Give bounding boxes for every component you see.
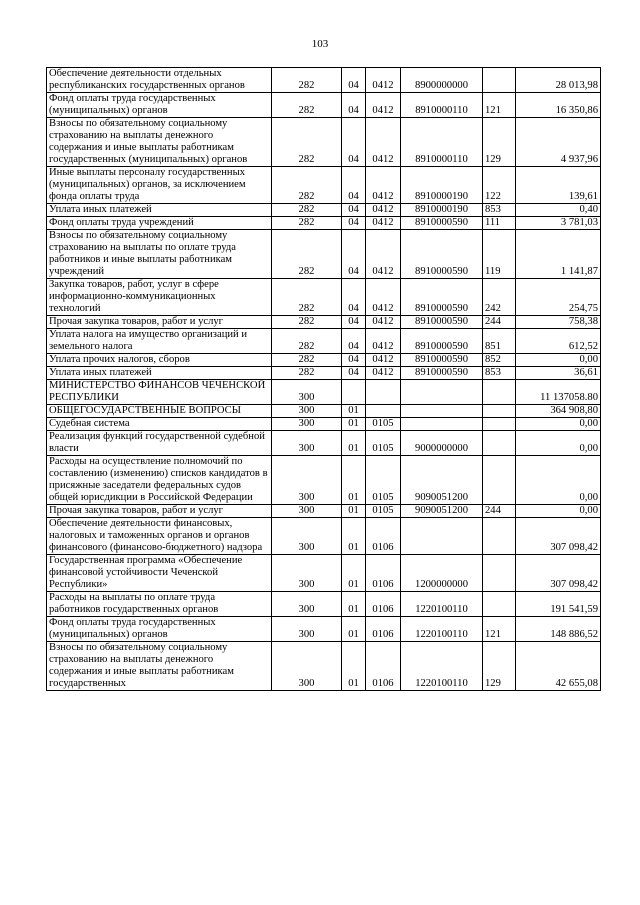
row-admin-code: 300 <box>272 380 342 405</box>
row-target-code <box>401 380 483 405</box>
row-admin-code: 282 <box>272 329 342 354</box>
row-target-code: 1220100110 <box>401 617 483 642</box>
row-name: Государственная программа «Обеспечение финансовой устойчивости Чеченской Республики» <box>47 555 272 592</box>
row-target-code: 8910000110 <box>401 93 483 118</box>
row-expense-type-code: 852 <box>483 354 516 367</box>
table-row <box>47 167 601 204</box>
row-expense-type-code: 121 <box>483 93 516 118</box>
row-expense-type-code: 129 <box>483 118 516 167</box>
row-admin-code: 282 <box>272 93 342 118</box>
row-admin-code: 282 <box>272 204 342 217</box>
table-row <box>47 204 601 217</box>
row-name: Обеспечение деятельности финансовых, налоговых и таможенных органов и органов финансового (финансово-бюджетного) надзора <box>47 518 272 555</box>
row-name: Уплата налога на имущество организаций и земельного налога <box>47 329 272 354</box>
table-row <box>47 592 601 617</box>
row-amount: 4 937,96 <box>516 118 601 167</box>
row-expense-type-code <box>483 555 516 592</box>
row-subsection-code: 0106 <box>366 555 401 592</box>
row-amount: 0,00 <box>516 354 601 367</box>
row-admin-code: 282 <box>272 354 342 367</box>
row-amount: 0,00 <box>516 456 601 505</box>
row-target-code <box>401 518 483 555</box>
row-target-code: 8910000590 <box>401 230 483 279</box>
row-name: Взносы по обязательному социальному страхованию на выплаты денежного содержания и иные выплаты работникам государственных (муниципальных) органов <box>47 118 272 167</box>
row-subsection-code: 0105 <box>366 456 401 505</box>
row-target-code: 1200000000 <box>401 555 483 592</box>
row-admin-code: 300 <box>272 642 342 691</box>
row-expense-type-code: 244 <box>483 316 516 329</box>
row-admin-code: 282 <box>272 217 342 230</box>
row-section-code: 01 <box>342 555 366 592</box>
row-name: Фонд оплаты труда учреждений <box>47 217 272 230</box>
table-row <box>47 518 601 555</box>
page-number: 103 <box>311 38 329 50</box>
row-expense-type-code: 121 <box>483 617 516 642</box>
row-subsection-code: 0105 <box>366 418 401 431</box>
table-row <box>47 230 601 279</box>
row-subsection-code: 0412 <box>366 167 401 204</box>
row-admin-code: 300 <box>272 456 342 505</box>
row-amount: 307 098,42 <box>516 555 601 592</box>
row-subsection-code: 0412 <box>366 367 401 380</box>
row-subsection-code: 0106 <box>366 592 401 617</box>
row-name: Фонд оплаты труда государственных (муниципальных) органов <box>47 93 272 118</box>
row-amount: 139,61 <box>516 167 601 204</box>
table-body <box>47 68 601 691</box>
table-row <box>47 68 601 93</box>
row-amount: 612,52 <box>516 329 601 354</box>
row-target-code: 1220100110 <box>401 642 483 691</box>
row-amount: 11 137058.80 <box>516 380 601 405</box>
table-row <box>47 93 601 118</box>
row-section-code: 04 <box>342 217 366 230</box>
row-subsection-code: 0105 <box>366 431 401 456</box>
row-name: Расходы на выплаты по оплате труда работников государственных органов <box>47 592 272 617</box>
table-row <box>47 642 601 691</box>
table-row <box>47 431 601 456</box>
row-section-code: 04 <box>342 367 366 380</box>
row-amount: 42 655,08 <box>516 642 601 691</box>
row-expense-type-code: 853 <box>483 204 516 217</box>
table-row <box>47 405 601 418</box>
table-row <box>47 329 601 354</box>
row-target-code: 1220100110 <box>401 592 483 617</box>
row-section-code: 01 <box>342 642 366 691</box>
row-expense-type-code: 111 <box>483 217 516 230</box>
row-amount: 364 908,80 <box>516 405 601 418</box>
row-section-code: 04 <box>342 279 366 316</box>
row-section-code: 01 <box>342 518 366 555</box>
row-target-code <box>401 418 483 431</box>
row-amount: 191 541,59 <box>516 592 601 617</box>
row-admin-code: 282 <box>272 68 342 93</box>
row-expense-type-code <box>483 68 516 93</box>
row-section-code: 01 <box>342 405 366 418</box>
row-admin-code: 300 <box>272 505 342 518</box>
row-subsection-code <box>366 380 401 405</box>
row-name: Обеспечение деятельности отдельных республиканских государственных органов <box>47 68 272 93</box>
row-expense-type-code: 122 <box>483 167 516 204</box>
row-expense-type-code: 129 <box>483 642 516 691</box>
row-section-code: 04 <box>342 354 366 367</box>
row-target-code: 8910000590 <box>401 279 483 316</box>
table-row <box>47 380 601 405</box>
row-amount: 16 350,86 <box>516 93 601 118</box>
row-target-code: 8910000590 <box>401 354 483 367</box>
row-subsection-code: 0412 <box>366 118 401 167</box>
table-row <box>47 505 601 518</box>
row-subsection-code: 0412 <box>366 354 401 367</box>
row-target-code: 8910000590 <box>401 329 483 354</box>
row-section-code: 04 <box>342 167 366 204</box>
row-name: МИНИСТЕРСТВО ФИНАНСОВ ЧЕЧЕНСКОЙ РЕСПУБЛИКИ <box>47 380 272 405</box>
row-target-code: 9000000000 <box>401 431 483 456</box>
row-amount: 0,40 <box>516 204 601 217</box>
row-admin-code: 300 <box>272 617 342 642</box>
row-name: Прочая закупка товаров, работ и услуг <box>47 316 272 329</box>
row-section-code: 04 <box>342 118 366 167</box>
row-expense-type-code <box>483 380 516 405</box>
table-row <box>47 354 601 367</box>
table-row <box>47 217 601 230</box>
row-expense-type-code: 119 <box>483 230 516 279</box>
row-amount: 28 013,98 <box>516 68 601 93</box>
row-admin-code: 300 <box>272 592 342 617</box>
row-admin-code: 300 <box>272 405 342 418</box>
row-subsection-code: 0412 <box>366 217 401 230</box>
row-target-code: 9090051200 <box>401 456 483 505</box>
row-subsection-code: 0412 <box>366 279 401 316</box>
row-target-code: 8910000190 <box>401 204 483 217</box>
row-name: Прочая закупка товаров, работ и услуг <box>47 505 272 518</box>
row-name: Расходы на осуществление полномочий по составлению (изменению) списков кандидатов в присяжные заседатели федеральных судов общей юрисдикции в Российской Федерации <box>47 456 272 505</box>
row-name: Закупка товаров, работ, услуг в сфере информационно-коммуникационных технологий <box>47 279 272 316</box>
table-row <box>47 617 601 642</box>
row-section-code: 01 <box>342 592 366 617</box>
row-expense-type-code <box>483 456 516 505</box>
row-amount: 0,00 <box>516 418 601 431</box>
row-admin-code: 282 <box>272 118 342 167</box>
row-expense-type-code: 851 <box>483 329 516 354</box>
row-section-code: 01 <box>342 418 366 431</box>
table-row <box>47 367 601 380</box>
row-expense-type-code: 853 <box>483 367 516 380</box>
row-admin-code: 282 <box>272 367 342 380</box>
row-subsection-code <box>366 405 401 418</box>
row-name: Реализация функций государственной судебной власти <box>47 431 272 456</box>
row-amount: 3 781,03 <box>516 217 601 230</box>
row-name: Уплата иных платежей <box>47 204 272 217</box>
row-admin-code: 282 <box>272 279 342 316</box>
row-section-code: 04 <box>342 68 366 93</box>
row-expense-type-code <box>483 418 516 431</box>
row-amount: 758,38 <box>516 316 601 329</box>
row-expense-type-code <box>483 518 516 555</box>
row-admin-code: 282 <box>272 230 342 279</box>
row-amount: 36,61 <box>516 367 601 380</box>
table-row <box>47 456 601 505</box>
row-subsection-code: 0412 <box>366 329 401 354</box>
row-subsection-code: 0412 <box>366 316 401 329</box>
row-section-code: 01 <box>342 617 366 642</box>
row-section-code: 04 <box>342 316 366 329</box>
row-amount: 254,75 <box>516 279 601 316</box>
row-name: ОБЩЕГОСУДАРСТВЕННЫЕ ВОПРОСЫ <box>47 405 272 418</box>
row-subsection-code: 0106 <box>366 617 401 642</box>
row-expense-type-code <box>483 592 516 617</box>
budget-table <box>46 67 601 691</box>
row-section-code: 01 <box>342 456 366 505</box>
row-amount: 307 098,42 <box>516 518 601 555</box>
row-admin-code: 282 <box>272 167 342 204</box>
row-amount: 0,00 <box>516 505 601 518</box>
row-subsection-code: 0412 <box>366 230 401 279</box>
row-admin-code: 300 <box>272 518 342 555</box>
row-section-code: 01 <box>342 505 366 518</box>
row-expense-type-code: 242 <box>483 279 516 316</box>
row-amount: 1 141,87 <box>516 230 601 279</box>
row-section-code <box>342 380 366 405</box>
table-row <box>47 279 601 316</box>
row-expense-type-code: 244 <box>483 505 516 518</box>
row-expense-type-code <box>483 405 516 418</box>
row-target-code: 8910000590 <box>401 367 483 380</box>
row-expense-type-code <box>483 431 516 456</box>
row-target-code: 9090051200 <box>401 505 483 518</box>
row-subsection-code: 0106 <box>366 518 401 555</box>
row-target-code <box>401 405 483 418</box>
row-section-code: 04 <box>342 230 366 279</box>
row-target-code: 8900000000 <box>401 68 483 93</box>
row-admin-code: 300 <box>272 555 342 592</box>
table-row <box>47 316 601 329</box>
row-target-code: 8910000590 <box>401 316 483 329</box>
row-admin-code: 300 <box>272 418 342 431</box>
table-row <box>47 555 601 592</box>
row-subsection-code: 0412 <box>366 204 401 217</box>
row-target-code: 8910000590 <box>401 217 483 230</box>
row-name: Уплата иных платежей <box>47 367 272 380</box>
table-row <box>47 118 601 167</box>
row-amount: 148 886,52 <box>516 617 601 642</box>
row-subsection-code: 0106 <box>366 642 401 691</box>
row-name: Взносы по обязательному социальному страхованию на выплаты по оплате труда работников и иные выплаты работникам учреждений <box>47 230 272 279</box>
row-section-code: 04 <box>342 329 366 354</box>
row-section-code: 04 <box>342 204 366 217</box>
row-subsection-code: 0412 <box>366 68 401 93</box>
row-target-code: 8910000190 <box>401 167 483 204</box>
row-target-code: 8910000110 <box>401 118 483 167</box>
row-subsection-code: 0105 <box>366 505 401 518</box>
row-subsection-code: 0412 <box>366 93 401 118</box>
row-name: Фонд оплаты труда государственных (муниципальных) органов <box>47 617 272 642</box>
row-name: Судебная система <box>47 418 272 431</box>
table-row <box>47 418 601 431</box>
row-name: Иные выплаты персоналу государственных (муниципальных) органов, за исключением фонда оплаты труда <box>47 167 272 204</box>
row-name: Взносы по обязательному социальному страхованию на выплаты денежного содержания и иные выплаты работникам государственных <box>47 642 272 691</box>
row-section-code: 04 <box>342 93 366 118</box>
row-name: Уплата прочих налогов, сборов <box>47 354 272 367</box>
row-admin-code: 282 <box>272 316 342 329</box>
row-section-code: 01 <box>342 431 366 456</box>
row-admin-code: 300 <box>272 431 342 456</box>
row-amount: 0,00 <box>516 431 601 456</box>
